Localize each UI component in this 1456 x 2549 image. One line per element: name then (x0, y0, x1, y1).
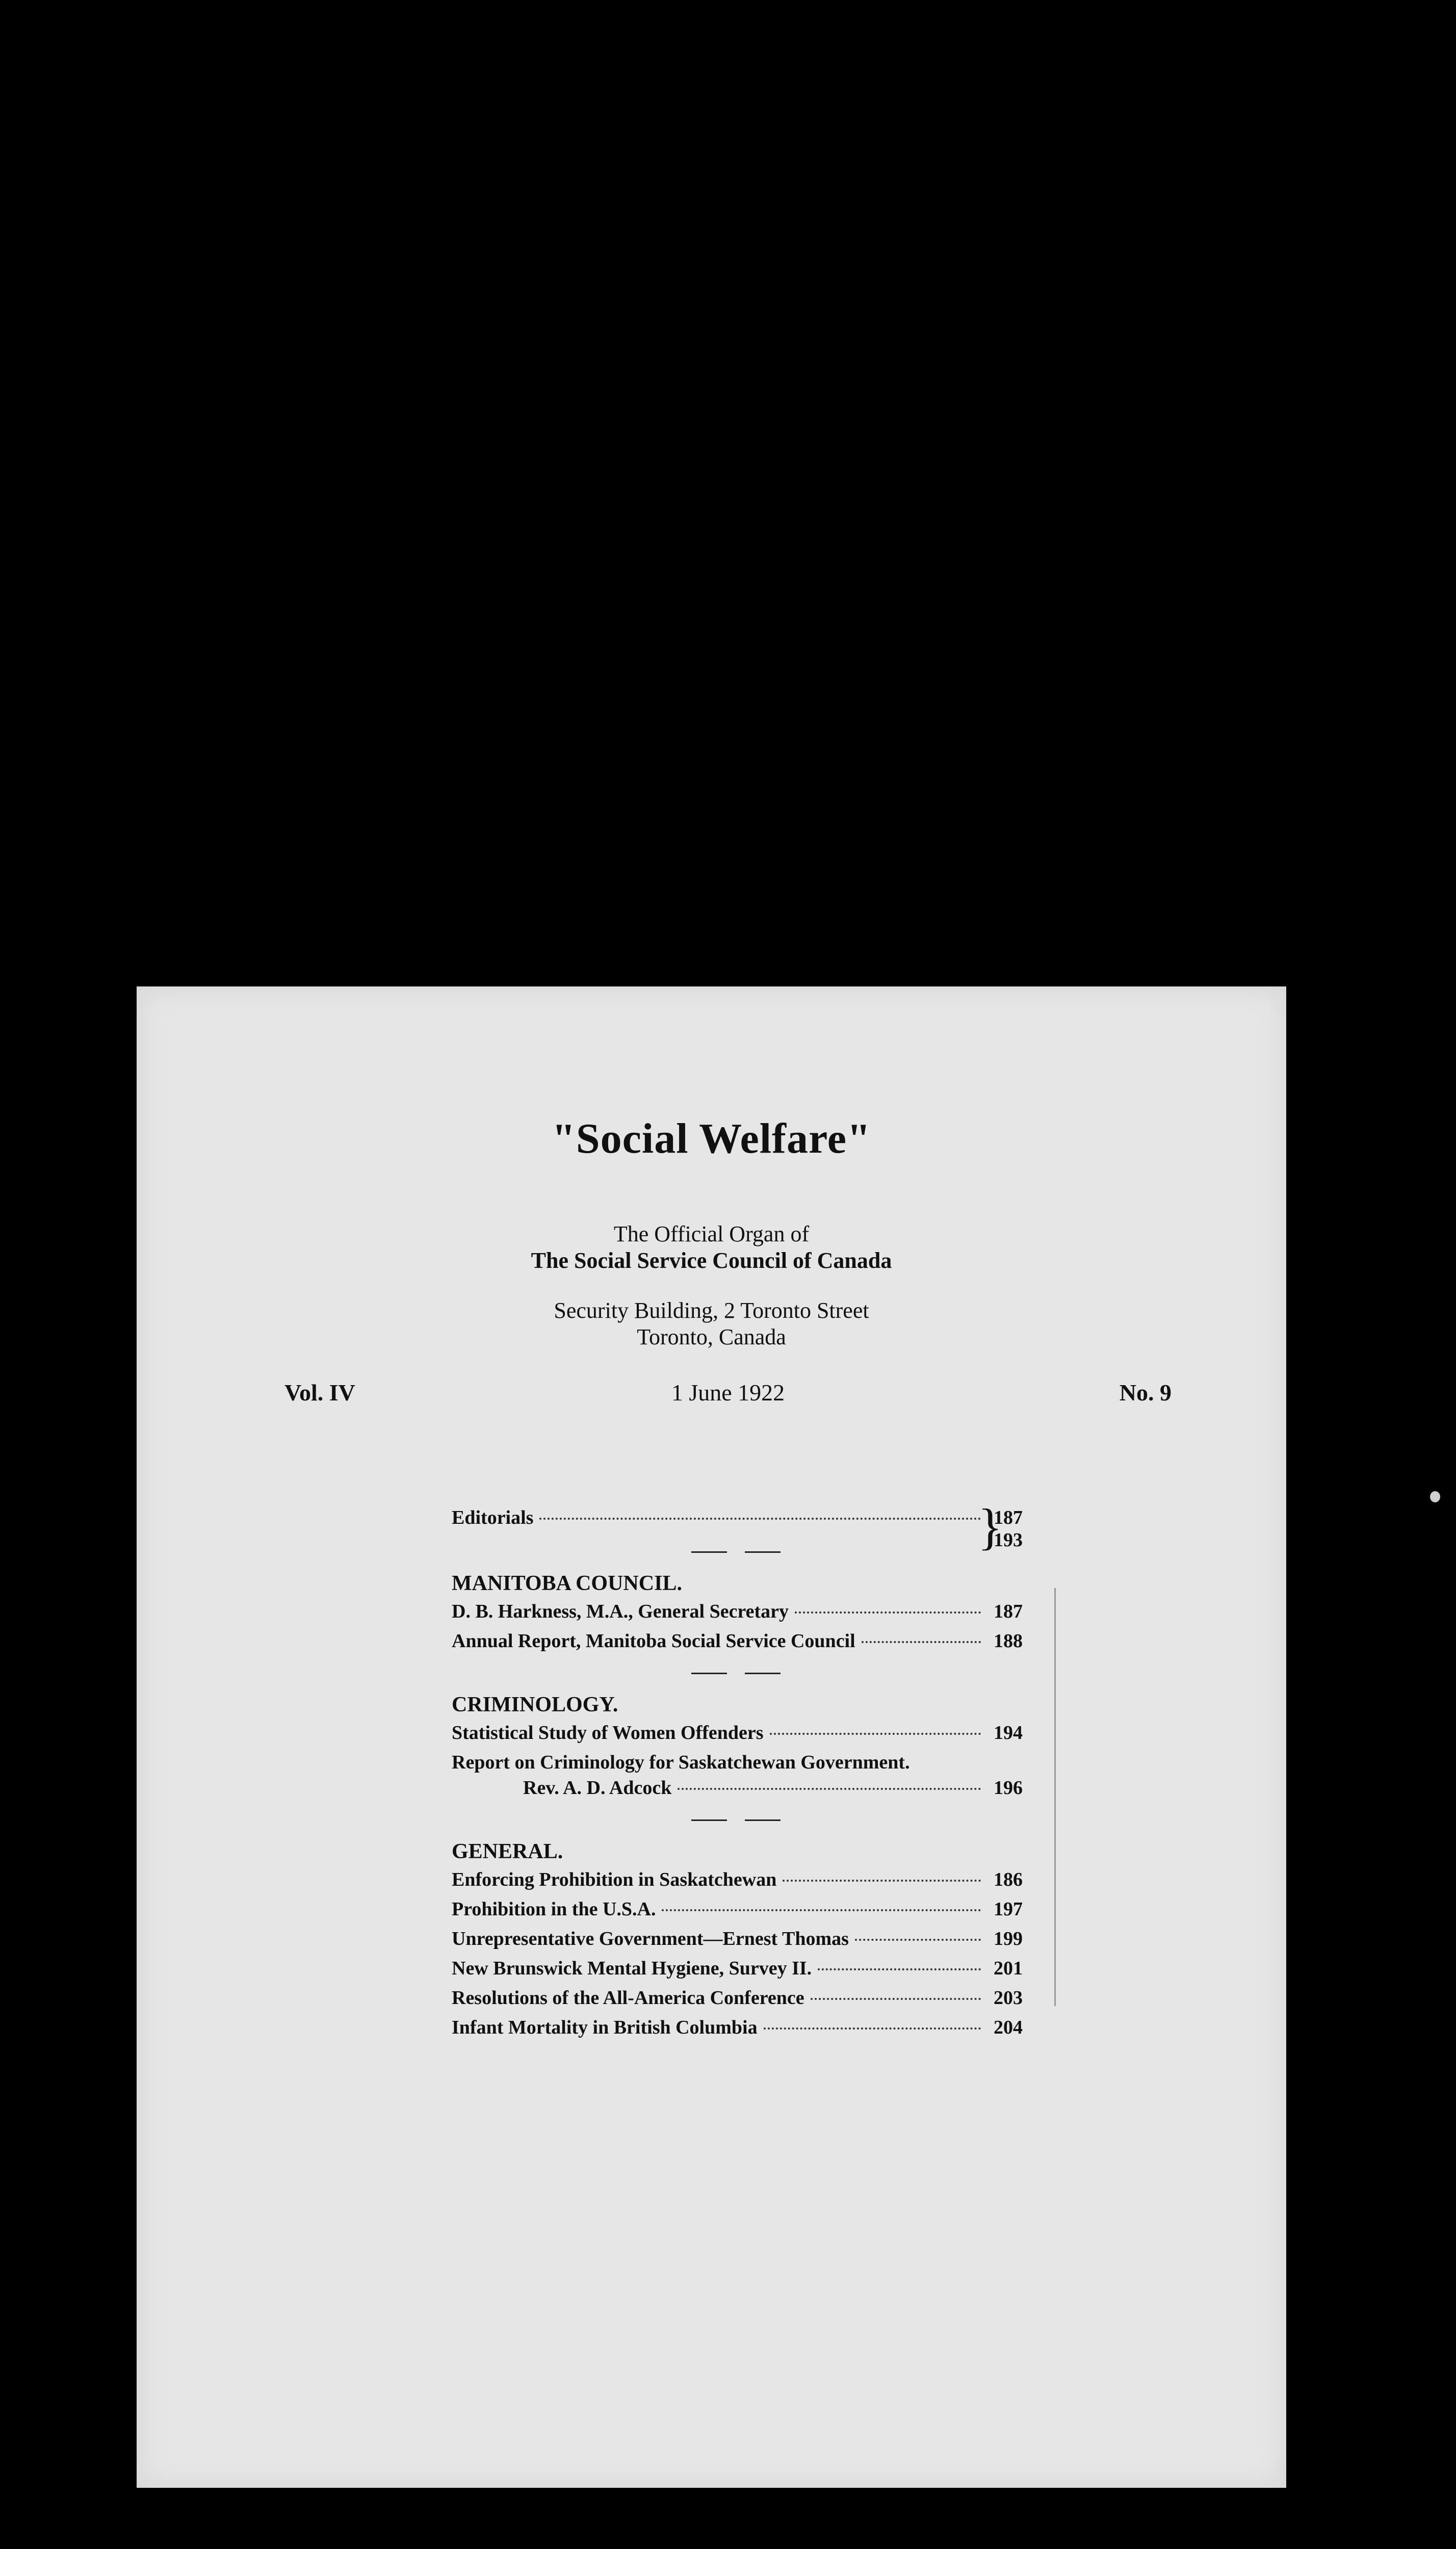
toc-entry-text: Annual Report, Manitoba Social Service Council (452, 1630, 855, 1652)
toc-entry (452, 1722, 1023, 1751)
toc-entry-text: Editorials (452, 1507, 534, 1528)
separator-rule (452, 1538, 1023, 1567)
leader-dots (662, 1909, 981, 1911)
document-page (137, 986, 1286, 2488)
toc-entry-text: Rev. A. D. Adcock (523, 1777, 672, 1799)
toc-entry-text: D. B. Harkness, M.A., General Secretary (452, 1601, 789, 1622)
leader-dots (818, 1968, 981, 1970)
leader-dots (678, 1788, 981, 1790)
leader-dots (764, 2027, 981, 2030)
section-heading-manitoba: MANITOBA COUNCIL. (452, 1572, 682, 1595)
toc-entry-page: 204 (994, 2017, 1023, 2038)
issue-number: No. 9 (1119, 1380, 1172, 1406)
leader-dots (862, 1641, 981, 1643)
page-title: "Social Welfare" (552, 1115, 871, 1162)
toc-entry-page: 193 (994, 1529, 1023, 1551)
leader-dots (855, 1939, 981, 1941)
toc-entry (452, 1777, 1023, 1806)
toc-entry-page: 196 (994, 1777, 1023, 1799)
address-line-1: Security Building, 2 Toronto Street (554, 1298, 869, 1323)
toc-entry-text: Statistical Study of Women Offenders (452, 1722, 764, 1744)
toc-entry-page: 187 (994, 1601, 1023, 1622)
toc-entry-text: New Brunswick Mental Hygiene, Survey II. (452, 1958, 812, 1979)
toc-entry (452, 1868, 1023, 1898)
toc-entry-text: Enforcing Prohibition in Saskatchewan (452, 1869, 777, 1890)
toc-entry-page: 188 (994, 1630, 1023, 1652)
issue-date: 1 June 1922 (671, 1380, 785, 1406)
toc-entry-text: Infant Mortality in British Columbia (452, 2017, 758, 2038)
margin-rule (1054, 1588, 1056, 2006)
separator-rule (452, 1659, 1023, 1688)
address-line-2: Toronto, Canada (637, 1324, 786, 1349)
toc-entry-page: 197 (994, 1898, 1023, 1920)
toc-entry-page: 186 (994, 1869, 1023, 1890)
toc-entry (452, 1928, 1023, 1957)
dust-speck (1430, 1491, 1440, 1502)
table-of-contents (452, 1498, 1023, 2046)
toc-entry-page: 187 (994, 1507, 1023, 1528)
leader-dots (770, 1733, 981, 1735)
leader-dots (795, 1611, 981, 1614)
subtitle-line-2: The Social Service Council of Canada (531, 1248, 892, 1273)
section-heading-criminology: CRIMINOLOGY. (452, 1693, 618, 1716)
toc-entry (452, 1751, 1023, 1777)
toc-entry (452, 1898, 1023, 1928)
leader-dots (783, 1880, 981, 1882)
toc-entry-page: 203 (994, 1987, 1023, 2009)
toc-entry (452, 1630, 1023, 1659)
separator-rule (452, 1806, 1023, 1835)
toc-entry-page: 194 (994, 1722, 1023, 1744)
toc-entry-text: Prohibition in the U.S.A. (452, 1898, 656, 1920)
leader-dots (811, 1998, 981, 2000)
toc-entry-editorials (452, 1498, 1023, 1555)
volume-line (284, 1379, 1172, 1410)
toc-entry-page: 199 (994, 1928, 1023, 1949)
subtitle-line-1: The Official Organ of (613, 1221, 810, 1246)
leader-dots (539, 1518, 981, 1520)
toc-entry (452, 1957, 1023, 1987)
brace-symbol: } (978, 1498, 1002, 1555)
volume-label: Vol. IV (284, 1380, 355, 1406)
toc-entry (452, 1987, 1023, 2016)
toc-entry (452, 2016, 1023, 2046)
toc-entry-text: Resolutions of the All-America Conference (452, 1987, 804, 2009)
toc-entry-text: Report on Criminology for Saskatchewan Government. (452, 1752, 910, 1773)
toc-entry-page: 201 (994, 1958, 1023, 1979)
toc-entry (452, 1600, 1023, 1630)
toc-entry-text: Unrepresentative Government—Ernest Thomas (452, 1928, 849, 1949)
section-heading-general: GENERAL. (452, 1840, 563, 1863)
